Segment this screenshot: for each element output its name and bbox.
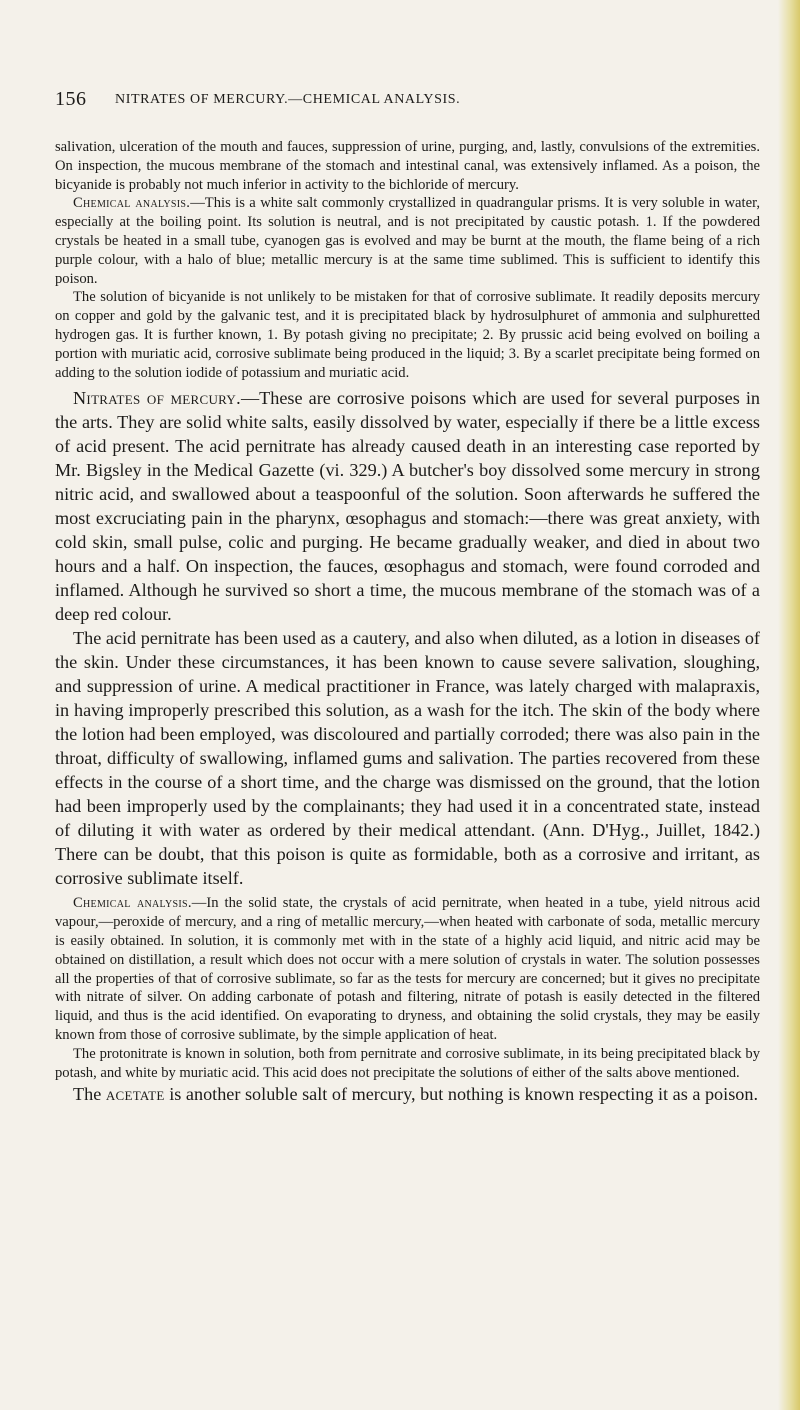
section-lead-acetate: acetate [105, 1084, 165, 1105]
large-type-section-nitrates [55, 386, 760, 890]
small-type-section-nitrates-analysis [55, 894, 760, 1082]
paragraph-pernitrate-cautery: The acid pernitrate has been used as a cautery, and also when diluted, as a lotion in diseases of the skin. Under these circumstances, it has been known to cause severe salivation, sloughing, and suppression of urine. A medical practitioner in France, was lately charged with malapraxis, in having improperly prescribed this solution, as a wash for the itch. The skin of the body where the lotion had been employed, was discoloured and partially corroded; there was also pain in the throat, difficulty of swallowing, inflamed gums and salivation. The parties recovered from these effects in the course of a short time, and the charge was dismissed on the ground, that the lotion had been improperly used by the complainants; they had used it in a concentrated state, instead of diluting it with water as ordered by their medical attendant. (Ann. D'Hyg., Juillet, 1842.) There can be doubt, that this poison is quite as formidable, both as a corrosive and irritant, as corrosive sublimate itself. [55, 628, 760, 889]
paragraph-bicyanide-symptoms: salivation, ulceration of the mouth and fauces, suppression of urine, purging, and, lastly, convulsions of the extremities. On inspection, the mucous membrane of the stomach and intestinal canal, was extensively inflamed. As a poison, the bicyanide is probably not much inferior in activity to the bichloride of mercury. [55, 139, 760, 193]
paragraph-bicyanide-analysis: Chemical analysis.—This is a white salt commonly crystallized in quadrangular prisms. It is very soluble in water, especially at the boiling point. Its solution is neutral, and is not precipitated by caustic potash. 1. If the powdered crystals be heated in a small tube, cyanogen gas is evolved and may be burnt at the mouth, the flame being of a rich purple colour, with a halo of blue; metallic mercury is at the same time sublimed. This is sufficient to identify this poison. [55, 195, 760, 287]
page-body [55, 138, 760, 1106]
running-head [55, 88, 755, 112]
paragraph-pernitrate-analysis: Chemical analysis.—In the solid state, the crystals of acid pernitrate, when heated in a tube, yield nitrous acid vapour,—peroxide of mercury, and a ring of metallic mercury,—when heated with carbonate of soda, metallic mercury is easily obtained. In solution, it is commonly met with in the state of a highly acid liquid, and nitric acid may be obtained on distillation, a result which does not occur with a mere solution of crystals in water. The solution possesses all the properties of that of corrosive sublimate, so far as the tests for mercury are concerned; but it gives no precipitate with nitrate of silver. On adding carbonate of potash and filtering, nitrate of potash is easily detected in the filtered liquid, and thus is the acid identified. On evaporating to dryness, and obtaining the solid crystals, they may be easily known from those of corrosive sublimate, by the simple application of heat. [55, 895, 760, 1043]
paragraph-bicyanide-tests: The solution of bicyanide is not unlikely to be mistaken for that of corrosive sublimate. It readily deposits mercury on copper and gold by the galvanic test, and it is precipitated black by hydrosulphuret of ammonia and sulphuretted hydrogen gas. It is further known, 1. By potash giving no precipitate; 2. By prussic acid being evolved on boiling a portion with muriatic acid, corrosive sublimate being produced in the liquid; 3. By a scarlet precipitate being formed on adding to the solution iodide of potassium and muriatic acid. [55, 289, 760, 381]
section-lead-nitrates-of-mercury: Nitrates of mercury. [73, 388, 241, 409]
page-number: 156 [55, 88, 87, 110]
paragraph-nitrates-intro: Nitrates of mercury.—These are corrosive poisons which are used for several purposes in the arts. They are solid white salts, easily dissolved by water, especially if there be a little excess of acid present. The acid pernitrate has already caused death in an interesting case reported by Mr. Bigsley in the Medical Gazette (vi. 329.) A butcher's boy dissolved some mercury in strong nitric acid, and swallowed about a teaspoonful of the solution. Soon afterwards he suffered the most excruciating pain in the pharynx, œsophagus and stomach:—there was great anxiety, with cold skin, small pulse, colic and purging. He became gradually weaker, and died in about two hours and a half. On inspection, the fauces, œsophagus and stomach, were found corroded and inflamed. Although he survived so short a time, the mucous membrane of the stomach was of a deep red colour. [55, 388, 760, 625]
paragraph-acetate: The acetate is another soluble salt of mercury, but nothing is known respecting it as a poison. [73, 1084, 759, 1105]
running-head-title: NITRATES OF MERCURY.—CHEMICAL ANALYSIS. [115, 92, 461, 107]
page-edge-discoloration [778, 0, 800, 1410]
section-lead-chemical-analysis: Chemical analysis. [73, 195, 191, 212]
section-lead-chemical-analysis-2: Chemical analysis. [73, 895, 192, 912]
small-type-section-bicyanide [55, 138, 760, 382]
paragraph-protonitrate: The protonitrate is known in solution, both from pernitrate and corrosive sublimate, in its being precipitated black by potash, and white by muriatic acid. This acid does not precipitate the solutions of either of the salts above mentioned. [55, 1045, 760, 1081]
large-type-section-acetate [55, 1082, 760, 1106]
